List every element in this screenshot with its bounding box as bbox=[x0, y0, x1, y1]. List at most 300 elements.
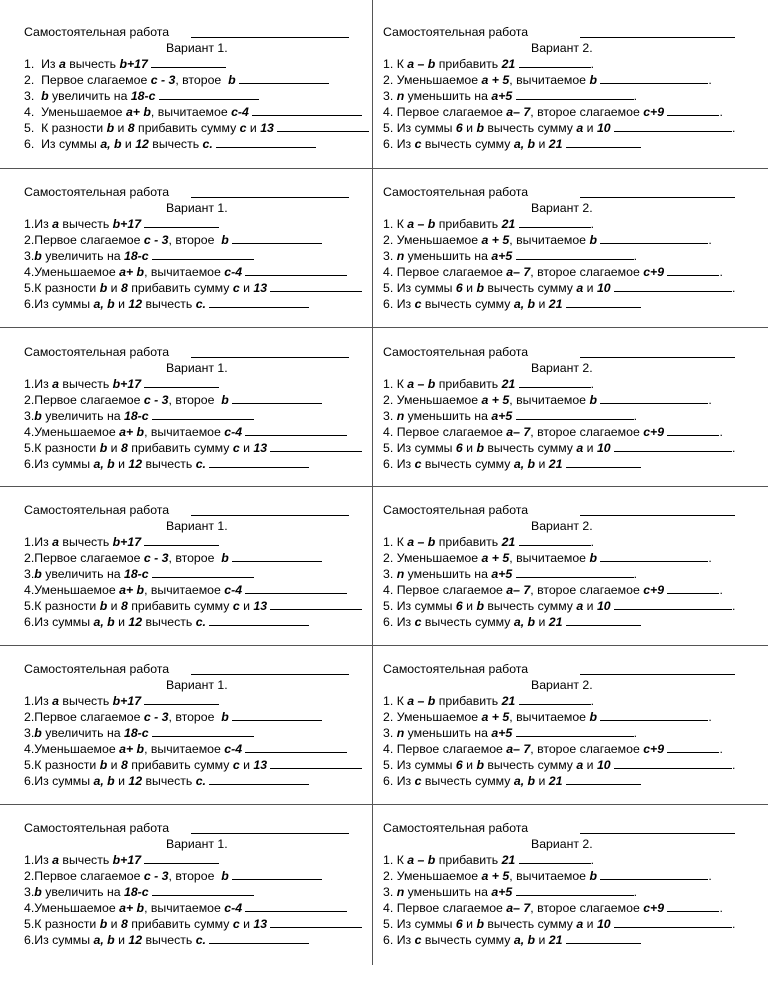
task-expression: b bbox=[476, 441, 484, 455]
answer-blank[interactable] bbox=[270, 767, 362, 769]
task-text: Первое слагаемое bbox=[396, 742, 507, 756]
task-gap bbox=[274, 121, 277, 135]
task-item-2 bbox=[383, 868, 712, 884]
task-number: 2. bbox=[383, 869, 397, 883]
task-item-1 bbox=[24, 376, 219, 392]
task-text: вычесть bbox=[59, 853, 113, 867]
answer-blank[interactable] bbox=[277, 130, 369, 132]
task-gap bbox=[611, 917, 614, 931]
answer-blank[interactable] bbox=[252, 114, 362, 116]
task-expression: a, b bbox=[513, 297, 536, 311]
task-number: 3. bbox=[383, 567, 397, 581]
task-item-1 bbox=[383, 852, 594, 868]
task-gap bbox=[267, 758, 270, 772]
task-expression: a+5 bbox=[491, 567, 513, 581]
name-blank-line[interactable] bbox=[191, 833, 349, 834]
task-gap bbox=[141, 535, 144, 549]
answer-blank[interactable] bbox=[566, 146, 641, 148]
task-text: К разности bbox=[41, 121, 107, 135]
answer-blank[interactable] bbox=[614, 608, 732, 610]
variant-label: Вариант 2. bbox=[531, 519, 593, 533]
answer-blank[interactable] bbox=[600, 878, 708, 880]
task-item-6 bbox=[383, 136, 641, 152]
task-text: К bbox=[396, 377, 408, 391]
task-expression: b bbox=[41, 89, 49, 103]
task-item-5 bbox=[24, 916, 362, 932]
answer-blank[interactable] bbox=[232, 402, 322, 404]
answer-blank[interactable] bbox=[152, 576, 254, 578]
task-text: прибавить bbox=[435, 217, 502, 231]
answer-blank[interactable] bbox=[216, 146, 316, 148]
name-blank-line[interactable] bbox=[191, 674, 349, 675]
task-gap bbox=[229, 869, 232, 883]
answer-blank[interactable] bbox=[232, 242, 322, 244]
task-text: прибавить сумму bbox=[127, 281, 233, 295]
task-text: увеличить на bbox=[48, 89, 131, 103]
task-text: Из суммы bbox=[396, 281, 456, 295]
task-number: 6. bbox=[383, 774, 397, 788]
answer-blank[interactable] bbox=[245, 592, 347, 594]
task-number: 6. bbox=[383, 137, 397, 151]
task-text: , второе bbox=[168, 869, 222, 883]
task-number: 4. bbox=[24, 742, 35, 756]
name-blank-line[interactable] bbox=[191, 197, 349, 198]
variant-label: Вариант 2. bbox=[531, 361, 593, 375]
task-gap bbox=[664, 583, 667, 597]
task-number: 5. bbox=[24, 758, 35, 772]
task-expression: 21 bbox=[548, 615, 563, 629]
answer-blank[interactable] bbox=[152, 735, 254, 737]
task-text: Из bbox=[34, 217, 53, 231]
task-expression: b bbox=[589, 710, 597, 724]
card-variant-1-5 bbox=[24, 661, 374, 811]
variant-label: Вариант 1. bbox=[166, 678, 228, 692]
task-number: 4. bbox=[383, 425, 397, 439]
task-tail: . bbox=[732, 758, 736, 772]
answer-blank[interactable] bbox=[239, 82, 329, 84]
task-number: 6. bbox=[24, 933, 35, 947]
answer-blank[interactable] bbox=[519, 544, 591, 546]
task-item-1 bbox=[383, 56, 594, 72]
task-text: и bbox=[583, 441, 597, 455]
task-text: и bbox=[107, 917, 121, 931]
task-expression: a+ b bbox=[119, 742, 145, 756]
answer-blank[interactable] bbox=[667, 114, 719, 116]
task-expression: 12 bbox=[128, 297, 143, 311]
answer-blank[interactable] bbox=[667, 592, 719, 594]
answer-blank[interactable] bbox=[245, 751, 347, 753]
task-expression: c - 3 bbox=[143, 710, 169, 724]
answer-blank[interactable] bbox=[519, 386, 591, 388]
task-text: Из bbox=[34, 853, 53, 867]
task-expression: 18-c bbox=[124, 567, 149, 581]
task-number: 5. bbox=[383, 121, 397, 135]
task-text: прибавить bbox=[435, 535, 502, 549]
answer-blank[interactable] bbox=[209, 783, 309, 785]
task-tail: . bbox=[633, 409, 638, 423]
task-expression: 18-c bbox=[124, 249, 149, 263]
task-tail: . bbox=[590, 217, 595, 231]
task-text: вычесть сумму bbox=[483, 281, 577, 295]
task-item-2 bbox=[383, 709, 712, 725]
answer-blank[interactable] bbox=[566, 783, 641, 785]
task-gap bbox=[149, 885, 152, 899]
task-item-4 bbox=[383, 424, 723, 440]
answer-blank[interactable] bbox=[152, 258, 254, 260]
answer-blank[interactable] bbox=[566, 306, 641, 308]
answer-blank[interactable] bbox=[144, 386, 219, 388]
task-expression: c bbox=[414, 137, 422, 151]
task-text: Из bbox=[396, 774, 415, 788]
answer-blank[interactable] bbox=[144, 226, 219, 228]
task-gap bbox=[512, 249, 515, 263]
task-text: вычесть bbox=[59, 377, 113, 391]
task-text: и bbox=[462, 441, 477, 455]
task-expression: b bbox=[589, 869, 597, 883]
task-expression: 18-c bbox=[130, 89, 156, 103]
task-text: Из суммы bbox=[34, 297, 94, 311]
answer-blank[interactable] bbox=[232, 560, 322, 562]
task-text: вычесть сумму bbox=[483, 121, 577, 135]
task-expression: c bbox=[232, 917, 240, 931]
task-number: 1. bbox=[383, 535, 397, 549]
task-expression: 13 bbox=[253, 441, 268, 455]
name-blank-line[interactable] bbox=[580, 833, 735, 834]
task-text: вычесть сумму bbox=[483, 599, 577, 613]
variant-label: Вариант 2. bbox=[531, 837, 593, 851]
answer-blank[interactable] bbox=[600, 82, 708, 84]
answer-blank[interactable] bbox=[152, 894, 254, 896]
task-tail: . bbox=[719, 425, 723, 439]
task-item-6 bbox=[24, 614, 309, 630]
task-text: Из суммы bbox=[34, 615, 94, 629]
task-text: Первое слагаемое bbox=[396, 425, 507, 439]
task-expression: 21 bbox=[501, 377, 516, 391]
task-expression: 21 bbox=[548, 933, 563, 947]
task-text: Из bbox=[34, 694, 53, 708]
task-text: прибавить сумму bbox=[127, 758, 233, 772]
task-text: уменьшить на bbox=[404, 567, 492, 581]
task-gap bbox=[664, 105, 667, 119]
task-text: Уменьшаемое bbox=[396, 869, 482, 883]
task-expression: 8 bbox=[120, 281, 128, 295]
task-expression: b bbox=[589, 233, 597, 247]
task-tail: . bbox=[732, 599, 736, 613]
task-expression: c bbox=[232, 758, 240, 772]
task-expression: 21 bbox=[501, 57, 516, 71]
task-tail: . bbox=[708, 393, 712, 407]
card-title: Самостоятельная работа bbox=[24, 345, 170, 359]
answer-blank[interactable] bbox=[245, 910, 347, 912]
answer-blank[interactable] bbox=[152, 418, 254, 420]
answer-blank[interactable] bbox=[667, 751, 719, 753]
task-tail: . bbox=[732, 281, 736, 295]
task-expression: b+17 bbox=[112, 535, 142, 549]
task-gap bbox=[597, 710, 600, 724]
variant-label: Вариант 1. bbox=[166, 361, 228, 375]
task-expression: a– 7 bbox=[506, 742, 531, 756]
task-text: вычесть сумму bbox=[483, 441, 577, 455]
task-number: 5. bbox=[24, 121, 42, 135]
task-expression: c bbox=[414, 457, 422, 471]
task-expression: b bbox=[476, 917, 484, 931]
task-text: , вычитаемое bbox=[144, 425, 225, 439]
task-text: Первое слагаемое bbox=[34, 869, 144, 883]
task-number: 2. bbox=[383, 73, 397, 87]
task-text: , вычитаемое bbox=[509, 869, 590, 883]
task-tail: . bbox=[590, 694, 595, 708]
answer-blank[interactable] bbox=[232, 878, 322, 880]
task-item-3 bbox=[383, 408, 637, 424]
task-tail: . bbox=[590, 535, 595, 549]
task-text: и bbox=[462, 281, 477, 295]
task-expression: 6 bbox=[455, 281, 463, 295]
task-expression: 18-c bbox=[124, 726, 149, 740]
task-expression: a bbox=[576, 441, 584, 455]
task-text: Уменьшаемое bbox=[396, 233, 482, 247]
task-item-3 bbox=[24, 566, 254, 582]
answer-blank[interactable] bbox=[144, 703, 219, 705]
task-gap bbox=[515, 535, 518, 549]
task-gap bbox=[512, 89, 515, 103]
answer-blank[interactable] bbox=[209, 306, 309, 308]
task-text: и bbox=[239, 758, 254, 772]
task-item-4 bbox=[383, 582, 723, 598]
answer-blank[interactable] bbox=[144, 862, 219, 864]
task-text: Из bbox=[34, 377, 53, 391]
answer-blank[interactable] bbox=[600, 560, 708, 562]
task-text: Из суммы bbox=[396, 917, 456, 931]
answer-blank[interactable] bbox=[516, 894, 634, 896]
card-variant-2-6 bbox=[383, 820, 736, 970]
task-text: Уменьшаемое bbox=[396, 710, 482, 724]
answer-blank[interactable] bbox=[566, 942, 641, 944]
answer-blank[interactable] bbox=[519, 703, 591, 705]
task-number: 4. bbox=[24, 425, 35, 439]
name-blank-line[interactable] bbox=[191, 515, 349, 516]
answer-blank[interactable] bbox=[516, 735, 634, 737]
answer-blank[interactable] bbox=[614, 290, 732, 292]
answer-blank[interactable] bbox=[270, 926, 362, 928]
task-tail: . bbox=[719, 265, 723, 279]
answer-blank[interactable] bbox=[614, 767, 732, 769]
task-item-4 bbox=[383, 900, 723, 916]
answer-blank[interactable] bbox=[614, 130, 732, 132]
task-expression: n bbox=[396, 885, 405, 899]
task-item-2 bbox=[24, 232, 322, 248]
answer-blank[interactable] bbox=[516, 98, 634, 100]
task-text: уменьшить на bbox=[404, 89, 492, 103]
task-expression: b bbox=[476, 281, 484, 295]
answer-blank[interactable] bbox=[600, 242, 708, 244]
task-expression: a bbox=[52, 535, 60, 549]
name-blank-line[interactable] bbox=[580, 37, 735, 38]
name-blank-line[interactable] bbox=[580, 515, 735, 516]
task-expression: b bbox=[589, 73, 597, 87]
task-expression: 10 bbox=[596, 758, 611, 772]
task-gap bbox=[562, 297, 565, 311]
task-gap bbox=[206, 774, 209, 788]
task-expression: 6 bbox=[455, 758, 463, 772]
task-gap bbox=[611, 441, 614, 455]
task-item-1 bbox=[24, 693, 219, 709]
task-tail: . bbox=[633, 885, 638, 899]
task-item-3 bbox=[383, 248, 637, 264]
task-item-5 bbox=[383, 120, 735, 136]
card-variant-2-2 bbox=[383, 184, 736, 334]
answer-blank[interactable] bbox=[667, 434, 719, 436]
answer-blank[interactable] bbox=[516, 418, 634, 420]
task-expression: a+5 bbox=[491, 885, 513, 899]
task-number: 3. bbox=[383, 409, 397, 423]
task-expression: b bbox=[34, 726, 42, 740]
answer-blank[interactable] bbox=[270, 290, 362, 292]
task-number: 2. bbox=[24, 233, 35, 247]
answer-blank[interactable] bbox=[600, 402, 708, 404]
task-text: и bbox=[462, 599, 477, 613]
name-blank-line[interactable] bbox=[580, 357, 735, 358]
task-item-3 bbox=[383, 725, 637, 741]
task-text: и bbox=[107, 281, 121, 295]
name-blank-line[interactable] bbox=[191, 37, 349, 38]
answer-blank[interactable] bbox=[516, 576, 634, 578]
answer-blank[interactable] bbox=[232, 719, 322, 721]
task-tail: . bbox=[590, 853, 595, 867]
task-expression: b bbox=[221, 233, 229, 247]
task-tail: . bbox=[719, 583, 723, 597]
task-gap bbox=[155, 89, 158, 103]
task-item-6 bbox=[383, 456, 641, 472]
task-item-4 bbox=[24, 582, 347, 598]
task-gap bbox=[597, 869, 600, 883]
task-number: 3. bbox=[24, 89, 42, 103]
task-expression: 6 bbox=[455, 599, 463, 613]
task-text: Уменьшаемое bbox=[396, 393, 482, 407]
answer-blank[interactable] bbox=[245, 434, 347, 436]
task-expression: 10 bbox=[596, 281, 611, 295]
task-text: и bbox=[583, 121, 597, 135]
answer-blank[interactable] bbox=[151, 66, 226, 68]
task-text: вычесть сумму bbox=[483, 917, 577, 931]
task-text: Уменьшаемое bbox=[396, 73, 482, 87]
task-text: Из bbox=[396, 933, 415, 947]
answer-blank[interactable] bbox=[566, 624, 641, 626]
task-item-1 bbox=[24, 852, 219, 868]
answer-blank[interactable] bbox=[270, 608, 362, 610]
task-expression: b bbox=[476, 599, 484, 613]
task-tail: . bbox=[708, 73, 712, 87]
answer-blank[interactable] bbox=[245, 274, 347, 276]
task-expression: a, b bbox=[93, 297, 115, 311]
task-expression: c - 3 bbox=[150, 73, 176, 87]
task-gap bbox=[149, 409, 152, 423]
answer-blank[interactable] bbox=[144, 544, 219, 546]
task-gap bbox=[206, 615, 209, 629]
task-gap bbox=[512, 567, 515, 581]
answer-blank[interactable] bbox=[516, 258, 634, 260]
task-number: 2. bbox=[383, 233, 397, 247]
answer-blank[interactable] bbox=[667, 274, 719, 276]
answer-blank[interactable] bbox=[614, 450, 732, 452]
task-gap bbox=[597, 233, 600, 247]
task-expression: c+9 bbox=[643, 742, 665, 756]
task-item-4 bbox=[24, 264, 347, 280]
task-expression: c. bbox=[195, 615, 206, 629]
card-variant-2-4 bbox=[383, 502, 736, 652]
answer-blank[interactable] bbox=[270, 450, 362, 452]
task-expression: c. bbox=[202, 137, 213, 151]
task-item-4 bbox=[383, 741, 723, 757]
task-expression: b+17 bbox=[112, 694, 142, 708]
task-number: 3. bbox=[24, 409, 35, 423]
name-blank-line[interactable] bbox=[191, 357, 349, 358]
task-expression: b+17 bbox=[112, 217, 142, 231]
task-expression: a, b bbox=[93, 457, 115, 471]
task-text: К bbox=[396, 535, 408, 549]
answer-blank[interactable] bbox=[600, 719, 708, 721]
answer-blank[interactable] bbox=[667, 910, 719, 912]
answer-blank[interactable] bbox=[519, 226, 591, 228]
task-text: Из bbox=[34, 535, 53, 549]
task-item-6 bbox=[24, 136, 316, 152]
task-number: 1. bbox=[24, 535, 35, 549]
task-text: вычесть bbox=[142, 297, 196, 311]
task-expression: a, b bbox=[93, 615, 115, 629]
answer-blank[interactable] bbox=[209, 624, 309, 626]
task-expression: 12 bbox=[128, 457, 143, 471]
task-number: 4. bbox=[24, 265, 35, 279]
task-item-6 bbox=[383, 614, 641, 630]
task-expression: a bbox=[52, 694, 60, 708]
task-number: 1. bbox=[24, 377, 35, 391]
answer-blank[interactable] bbox=[159, 98, 259, 100]
answer-blank[interactable] bbox=[519, 66, 591, 68]
name-blank-line[interactable] bbox=[580, 197, 735, 198]
variant-label: Вариант 1. bbox=[166, 201, 228, 215]
task-expression: a– 7 bbox=[506, 583, 531, 597]
task-expression: 18-c bbox=[124, 885, 149, 899]
card-title: Самостоятельная работа bbox=[24, 25, 170, 39]
task-expression: a bbox=[576, 758, 584, 772]
task-number: 1. bbox=[383, 694, 397, 708]
task-number: 4. bbox=[383, 901, 397, 915]
task-number: 2. bbox=[383, 551, 397, 565]
task-gap bbox=[597, 393, 600, 407]
task-text: и bbox=[114, 615, 129, 629]
answer-blank[interactable] bbox=[614, 926, 732, 928]
task-gap bbox=[242, 901, 245, 915]
answer-blank[interactable] bbox=[209, 466, 309, 468]
task-item-1 bbox=[24, 56, 226, 72]
task-gap bbox=[515, 377, 518, 391]
card-title: Самостоятельная работа bbox=[383, 662, 529, 676]
name-blank-line[interactable] bbox=[580, 674, 735, 675]
task-number: 2. bbox=[383, 393, 397, 407]
task-expression: a+5 bbox=[491, 249, 513, 263]
answer-blank[interactable] bbox=[209, 942, 309, 944]
task-expression: b bbox=[221, 869, 229, 883]
task-expression: a + 5 bbox=[481, 551, 510, 565]
task-gap bbox=[149, 249, 152, 263]
task-expression: a, b bbox=[513, 774, 536, 788]
answer-blank[interactable] bbox=[519, 862, 591, 864]
answer-blank[interactable] bbox=[566, 466, 641, 468]
card-title: Самостоятельная работа bbox=[24, 185, 170, 199]
task-expression: 21 bbox=[501, 535, 516, 549]
task-expression: c. bbox=[195, 774, 206, 788]
task-item-5 bbox=[383, 598, 735, 614]
task-expression: b bbox=[99, 441, 108, 455]
